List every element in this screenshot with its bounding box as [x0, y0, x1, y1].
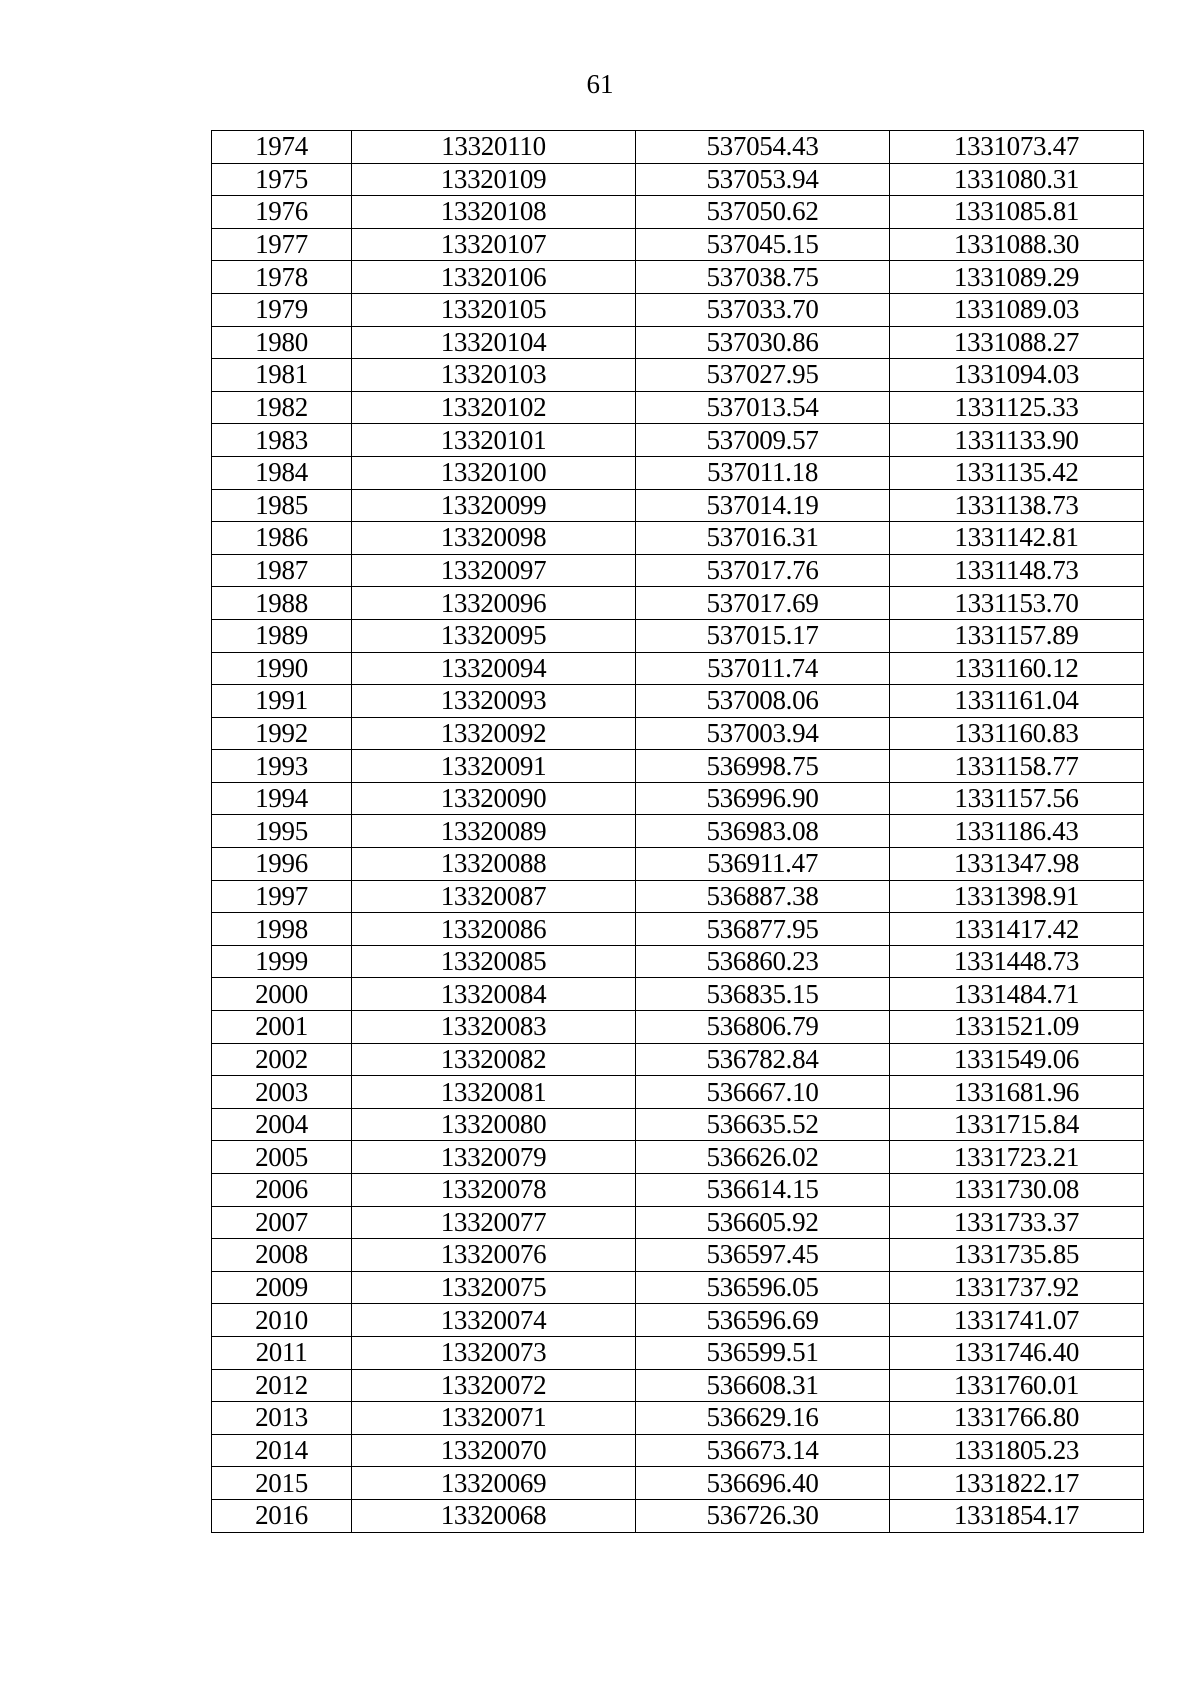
year-cell: 1982: [212, 391, 352, 424]
year-cell: 2000: [212, 978, 352, 1011]
x-coordinate-cell: 536835.15: [636, 978, 890, 1011]
x-coordinate-cell: 537045.15: [636, 228, 890, 261]
coordinate-table-body: [212, 131, 1144, 1533]
x-coordinate-cell: 536635.52: [636, 1108, 890, 1141]
y-coordinate-cell: 1331484.71: [890, 978, 1144, 1011]
point-id-cell: 13320089: [352, 815, 636, 848]
table-row: [212, 228, 1144, 261]
point-id-cell: 13320073: [352, 1336, 636, 1369]
x-coordinate-cell: 536860.23: [636, 945, 890, 978]
point-id-cell: 13320070: [352, 1434, 636, 1467]
point-id-cell: 13320101: [352, 424, 636, 457]
table-row: [212, 1336, 1144, 1369]
point-id-cell: 13320105: [352, 293, 636, 326]
x-coordinate-cell: 537009.57: [636, 424, 890, 457]
point-id-cell: 13320098: [352, 522, 636, 555]
x-coordinate-cell: 537030.86: [636, 326, 890, 359]
table-row: [212, 1271, 1144, 1304]
table-row: [212, 685, 1144, 718]
year-cell: 1983: [212, 424, 352, 457]
y-coordinate-cell: 1331089.03: [890, 293, 1144, 326]
x-coordinate-cell: 536596.69: [636, 1304, 890, 1337]
year-cell: 2003: [212, 1076, 352, 1109]
y-coordinate-cell: 1331160.83: [890, 717, 1144, 750]
year-cell: 1975: [212, 163, 352, 196]
x-coordinate-cell: 537038.75: [636, 261, 890, 294]
point-id-cell: 13320068: [352, 1499, 636, 1532]
x-coordinate-cell: 536614.15: [636, 1174, 890, 1207]
x-coordinate-cell: 536726.30: [636, 1499, 890, 1532]
y-coordinate-cell: 1331521.09: [890, 1011, 1144, 1044]
point-id-cell: 13320086: [352, 913, 636, 946]
year-cell: 1980: [212, 326, 352, 359]
table-row: [212, 782, 1144, 815]
table-row: [212, 913, 1144, 946]
year-cell: 2015: [212, 1467, 352, 1500]
year-cell: 1992: [212, 717, 352, 750]
x-coordinate-cell: 537013.54: [636, 391, 890, 424]
year-cell: 1993: [212, 750, 352, 783]
x-coordinate-cell: 536782.84: [636, 1043, 890, 1076]
y-coordinate-cell: 1331157.89: [890, 619, 1144, 652]
year-cell: 2001: [212, 1011, 352, 1044]
y-coordinate-cell: 1331160.12: [890, 652, 1144, 685]
point-id-cell: 13320099: [352, 489, 636, 522]
y-coordinate-cell: 1331161.04: [890, 685, 1144, 718]
y-coordinate-cell: 1331089.29: [890, 261, 1144, 294]
year-cell: 1985: [212, 489, 352, 522]
year-cell: 2011: [212, 1336, 352, 1369]
table-row: [212, 424, 1144, 457]
point-id-cell: 13320079: [352, 1141, 636, 1174]
y-coordinate-cell: 1331549.06: [890, 1043, 1144, 1076]
table-row: [212, 456, 1144, 489]
point-id-cell: 13320088: [352, 848, 636, 881]
x-coordinate-cell: 537053.94: [636, 163, 890, 196]
x-coordinate-cell: 536983.08: [636, 815, 890, 848]
table-row: [212, 1434, 1144, 1467]
x-coordinate-cell: 537008.06: [636, 685, 890, 718]
table-row: [212, 1402, 1144, 1435]
year-cell: 1999: [212, 945, 352, 978]
point-id-cell: 13320102: [352, 391, 636, 424]
y-coordinate-cell: 1331073.47: [890, 131, 1144, 164]
point-id-cell: 13320093: [352, 685, 636, 718]
point-id-cell: 13320080: [352, 1108, 636, 1141]
table-row: [212, 1206, 1144, 1239]
table-row: [212, 522, 1144, 555]
table-row: [212, 717, 1144, 750]
x-coordinate-cell: 536608.31: [636, 1369, 890, 1402]
y-coordinate-cell: 1331125.33: [890, 391, 1144, 424]
table-row: [212, 880, 1144, 913]
point-id-cell: 13320108: [352, 196, 636, 229]
x-coordinate-cell: 537017.76: [636, 554, 890, 587]
x-coordinate-cell: 536629.16: [636, 1402, 890, 1435]
x-coordinate-cell: 537033.70: [636, 293, 890, 326]
y-coordinate-cell: 1331088.27: [890, 326, 1144, 359]
y-coordinate-cell: 1331681.96: [890, 1076, 1144, 1109]
x-coordinate-cell: 536806.79: [636, 1011, 890, 1044]
x-coordinate-cell: 537016.31: [636, 522, 890, 555]
table-row: [212, 978, 1144, 1011]
x-coordinate-cell: 537011.74: [636, 652, 890, 685]
y-coordinate-cell: 1331448.73: [890, 945, 1144, 978]
point-id-cell: 13320104: [352, 326, 636, 359]
point-id-cell: 13320091: [352, 750, 636, 783]
point-id-cell: 13320106: [352, 261, 636, 294]
point-id-cell: 13320096: [352, 587, 636, 620]
point-id-cell: 13320083: [352, 1011, 636, 1044]
table-row: [212, 1076, 1144, 1109]
table-row: [212, 261, 1144, 294]
year-cell: 1978: [212, 261, 352, 294]
x-coordinate-cell: 537003.94: [636, 717, 890, 750]
y-coordinate-cell: 1331715.84: [890, 1108, 1144, 1141]
y-coordinate-cell: 1331148.73: [890, 554, 1144, 587]
y-coordinate-cell: 1331733.37: [890, 1206, 1144, 1239]
table-row: [212, 359, 1144, 392]
x-coordinate-cell: 536696.40: [636, 1467, 890, 1500]
table-row: [212, 489, 1144, 522]
x-coordinate-cell: 537014.19: [636, 489, 890, 522]
table-row: [212, 131, 1144, 164]
point-id-cell: 13320069: [352, 1467, 636, 1500]
year-cell: 2014: [212, 1434, 352, 1467]
y-coordinate-cell: 1331088.30: [890, 228, 1144, 261]
year-cell: 1988: [212, 587, 352, 620]
y-coordinate-cell: 1331760.01: [890, 1369, 1144, 1402]
point-id-cell: 13320075: [352, 1271, 636, 1304]
y-coordinate-cell: 1331805.23: [890, 1434, 1144, 1467]
table-row: [212, 750, 1144, 783]
point-id-cell: 13320107: [352, 228, 636, 261]
y-coordinate-cell: 1331737.92: [890, 1271, 1144, 1304]
y-coordinate-cell: 1331746.40: [890, 1336, 1144, 1369]
table-row: [212, 848, 1144, 881]
point-id-cell: 13320084: [352, 978, 636, 1011]
year-cell: 1986: [212, 522, 352, 555]
point-id-cell: 13320087: [352, 880, 636, 913]
y-coordinate-cell: 1331398.91: [890, 880, 1144, 913]
year-cell: 2010: [212, 1304, 352, 1337]
year-cell: 1987: [212, 554, 352, 587]
y-coordinate-cell: 1331080.31: [890, 163, 1144, 196]
point-id-cell: 13320110: [352, 131, 636, 164]
x-coordinate-cell: 536998.75: [636, 750, 890, 783]
y-coordinate-cell: 1331854.17: [890, 1499, 1144, 1532]
x-coordinate-cell: 536911.47: [636, 848, 890, 881]
year-cell: 1984: [212, 456, 352, 489]
x-coordinate-cell: 536673.14: [636, 1434, 890, 1467]
y-coordinate-cell: 1331730.08: [890, 1174, 1144, 1207]
point-id-cell: 13320097: [352, 554, 636, 587]
x-coordinate-cell: 537017.69: [636, 587, 890, 620]
page-number: 61: [586, 69, 614, 99]
year-cell: 2016: [212, 1499, 352, 1532]
y-coordinate-cell: 1331153.70: [890, 587, 1144, 620]
y-coordinate-cell: 1331723.21: [890, 1141, 1144, 1174]
year-cell: 1989: [212, 619, 352, 652]
x-coordinate-cell: 537050.62: [636, 196, 890, 229]
point-id-cell: 13320094: [352, 652, 636, 685]
table-row: [212, 163, 1144, 196]
table-row: [212, 1141, 1144, 1174]
year-cell: 2013: [212, 1402, 352, 1435]
year-cell: 2005: [212, 1141, 352, 1174]
point-id-cell: 13320109: [352, 163, 636, 196]
y-coordinate-cell: 1331735.85: [890, 1239, 1144, 1272]
x-coordinate-cell: 536887.38: [636, 880, 890, 913]
y-coordinate-cell: 1331417.42: [890, 913, 1144, 946]
table-row: [212, 1011, 1144, 1044]
y-coordinate-cell: 1331142.81: [890, 522, 1144, 555]
x-coordinate-cell: 536667.10: [636, 1076, 890, 1109]
year-cell: 1990: [212, 652, 352, 685]
table-row: [212, 1304, 1144, 1337]
y-coordinate-cell: 1331822.17: [890, 1467, 1144, 1500]
year-cell: 1974: [212, 131, 352, 164]
year-cell: 2007: [212, 1206, 352, 1239]
y-coordinate-cell: 1331135.42: [890, 456, 1144, 489]
table-row: [212, 587, 1144, 620]
year-cell: 1977: [212, 228, 352, 261]
point-id-cell: 13320074: [352, 1304, 636, 1337]
y-coordinate-cell: 1331094.03: [890, 359, 1144, 392]
x-coordinate-cell: 536877.95: [636, 913, 890, 946]
table-row: [212, 1043, 1144, 1076]
table-row: [212, 326, 1144, 359]
year-cell: 2004: [212, 1108, 352, 1141]
x-coordinate-cell: 537011.18: [636, 456, 890, 489]
point-id-cell: 13320095: [352, 619, 636, 652]
point-id-cell: 13320071: [352, 1402, 636, 1435]
year-cell: 1991: [212, 685, 352, 718]
table-row: [212, 1108, 1144, 1141]
year-cell: 1994: [212, 782, 352, 815]
x-coordinate-cell: 536599.51: [636, 1336, 890, 1369]
point-id-cell: 13320078: [352, 1174, 636, 1207]
x-coordinate-cell: 536996.90: [636, 782, 890, 815]
year-cell: 2009: [212, 1271, 352, 1304]
year-cell: 1979: [212, 293, 352, 326]
table-row: [212, 1467, 1144, 1500]
year-cell: 1995: [212, 815, 352, 848]
year-cell: 1998: [212, 913, 352, 946]
year-cell: 1996: [212, 848, 352, 881]
point-id-cell: 13320085: [352, 945, 636, 978]
year-cell: 2002: [212, 1043, 352, 1076]
year-cell: 1997: [212, 880, 352, 913]
x-coordinate-cell: 536605.92: [636, 1206, 890, 1239]
coordinate-table: [211, 130, 1144, 1533]
table-row: [212, 815, 1144, 848]
y-coordinate-cell: 1331766.80: [890, 1402, 1144, 1435]
y-coordinate-cell: 1331085.81: [890, 196, 1144, 229]
point-id-cell: 13320090: [352, 782, 636, 815]
table-row: [212, 391, 1144, 424]
x-coordinate-cell: 537054.43: [636, 131, 890, 164]
year-cell: 2008: [212, 1239, 352, 1272]
year-cell: 1981: [212, 359, 352, 392]
point-id-cell: 13320100: [352, 456, 636, 489]
table-row: [212, 1239, 1144, 1272]
year-cell: 1976: [212, 196, 352, 229]
point-id-cell: 13320072: [352, 1369, 636, 1402]
y-coordinate-cell: 1331157.56: [890, 782, 1144, 815]
point-id-cell: 13320103: [352, 359, 636, 392]
year-cell: 2012: [212, 1369, 352, 1402]
y-coordinate-cell: 1331741.07: [890, 1304, 1144, 1337]
y-coordinate-cell: 1331347.98: [890, 848, 1144, 881]
point-id-cell: 13320082: [352, 1043, 636, 1076]
point-id-cell: 13320092: [352, 717, 636, 750]
table-row: [212, 196, 1144, 229]
table-row: [212, 945, 1144, 978]
x-coordinate-cell: 537015.17: [636, 619, 890, 652]
x-coordinate-cell: 536596.05: [636, 1271, 890, 1304]
table-row: [212, 1174, 1144, 1207]
table-row: [212, 293, 1144, 326]
table-row: [212, 619, 1144, 652]
x-coordinate-cell: 536597.45: [636, 1239, 890, 1272]
point-id-cell: 13320076: [352, 1239, 636, 1272]
y-coordinate-cell: 1331138.73: [890, 489, 1144, 522]
table-row: [212, 652, 1144, 685]
year-cell: 2006: [212, 1174, 352, 1207]
y-coordinate-cell: 1331186.43: [890, 815, 1144, 848]
table-row: [212, 1499, 1144, 1532]
point-id-cell: 13320081: [352, 1076, 636, 1109]
x-coordinate-cell: 537027.95: [636, 359, 890, 392]
table-row: [212, 1369, 1144, 1402]
y-coordinate-cell: 1331133.90: [890, 424, 1144, 457]
table-row: [212, 554, 1144, 587]
y-coordinate-cell: 1331158.77: [890, 750, 1144, 783]
x-coordinate-cell: 536626.02: [636, 1141, 890, 1174]
point-id-cell: 13320077: [352, 1206, 636, 1239]
